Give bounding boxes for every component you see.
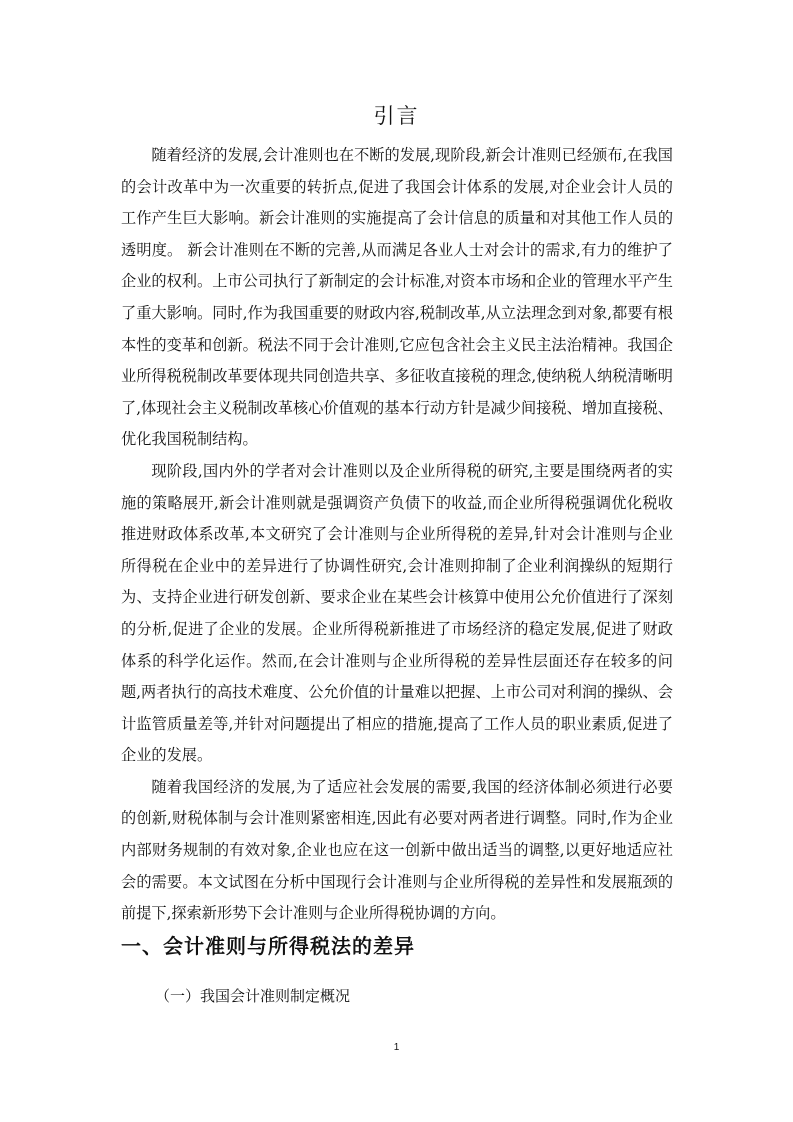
- page-title: 引言: [373, 104, 420, 128]
- page-number: 1: [393, 1042, 400, 1053]
- subsection-heading: （一）我国会计准则制定概况: [155, 987, 351, 1005]
- paragraph-3: 随着我国经济的发展,为了适应社会发展的需要,我国的经济体制必须进行必要的创新,财税体制与会计准则紧密相连,因此有必要对两者进行调整。同时,作为企业内部财务规制的有效对象,企业也应在这一创新中做出适当的调整,以更好地适应社会的需要。本文试图在分析中国现行会计准则与企业所得税的差异性和发展瓶颈的前提下,探索新形势下会计准则与企业所得税协调的方向。: [121, 777, 673, 923]
- section-heading: 一、会计准则与所得税法的差异: [121, 934, 415, 958]
- body-text: [121, 140, 673, 930]
- paragraph-2: 现阶段,国内外的学者对会计准则以及企业所得税的研究,主要是围绕两者的实施的策略展开,新会计准则就是强调资产负债下的收益,而企业所得税强调优化税收推进财政体系改革,本文研究了会计准则与企业所得税的差异,针对会计准则与企业所得税在企业中的差异进行了协调性研究,会计准则抑制了企业利润操纵的短期行为、支持企业进行研发创新、要求企业在某些会计核算中使用公允价值进行了深刻的分析,促进了企业的发展。企业所得税新推进了市场经济的稳定发展,促进了财政体系的科学化运作。然而,在会计准则与企业所得税的差异性层面还存在较多的问题,两者执行的高技术难度、公允价值的计量难以把握、上市公司对利润的操纵、会计监管质量差等,并针对问题提出了相应的措施,提高了工作人员的职业素质,促进了企业的发展。: [121, 461, 673, 765]
- paragraph-1: 随着经济的发展,会计准则也在不断的发展,现阶段,新会计准则已经颁布,在我国的会计改革中为一次重要的转折点,促进了我国会计体系的发展,对企业会计人员的工作产生巨大影响。新会计准则的实施提高了会计信息的质量和对其他工作人员的透明度。 新会计准则在不断的完善,从而满足各业人士对会计的需求,有力的维护了企业的权利。上市公司执行了新制定的会计标准,对资本市场和企业的管理水平产生了重大影响。同时,作为我国重要的财政内容,税制改革,从立法理念到对象,都要有根本性的变革和创新。税法不同于会计准则,它应包含社会主义民主法治精神。我国企业所得税税制改革要体现共同创造共享、多征收直接税的理念,使纳税人纳税清晰明了,体现社会主义税制改革核心价值观的基本行动方针是减少间接税、增加直接税、优化我国税制结构。: [121, 146, 673, 449]
